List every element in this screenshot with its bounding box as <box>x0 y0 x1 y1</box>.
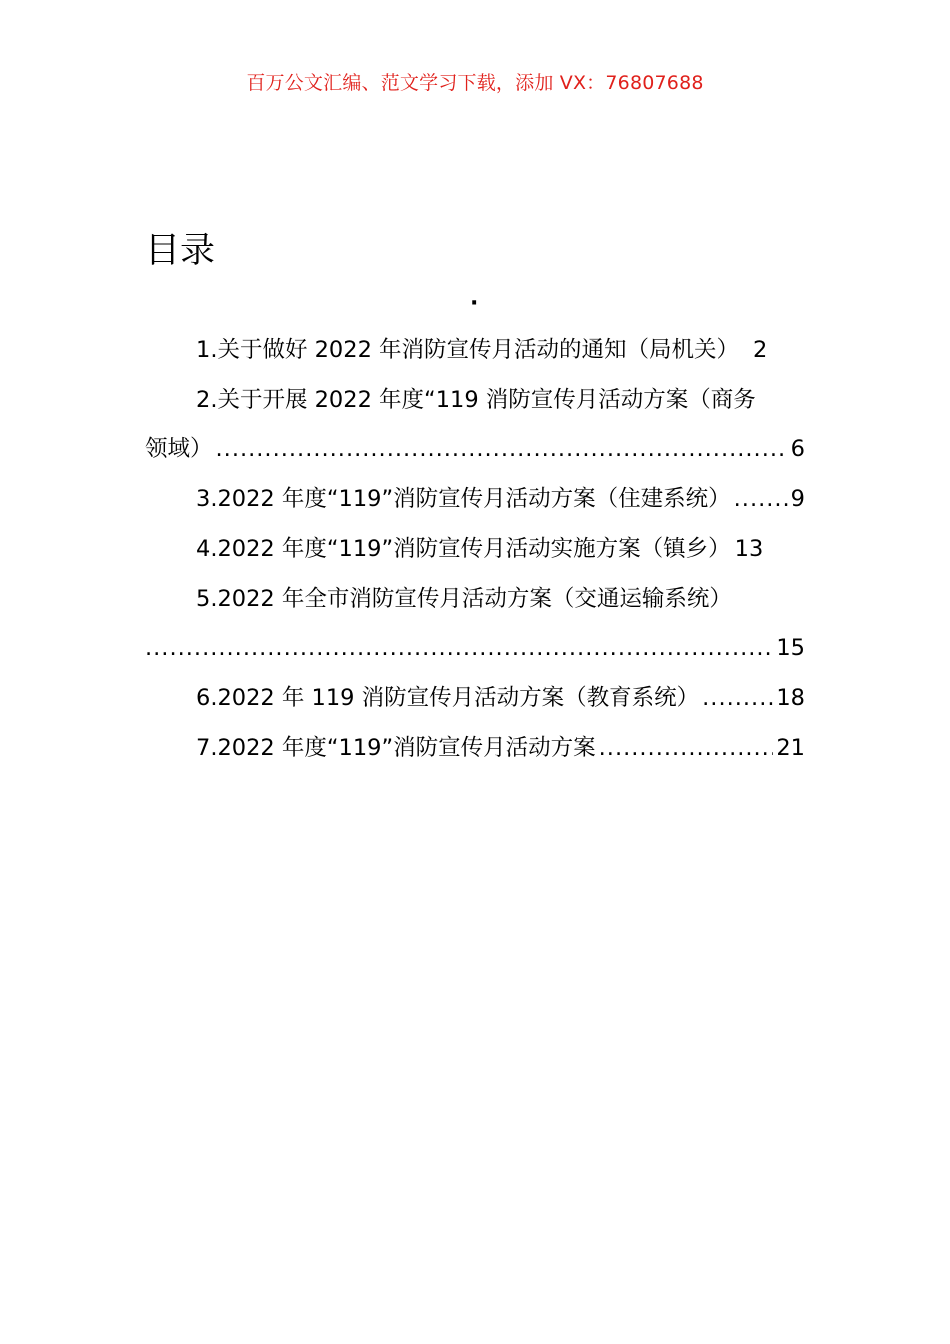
toc-entry-1[interactable] <box>196 332 805 368</box>
toc-entry-6[interactable] <box>196 680 805 716</box>
watermark-header: 百万公文汇编、范文学习下载，添加 VX：76807688 <box>246 72 704 94</box>
toc-entry-2-continued[interactable] <box>145 431 805 467</box>
toc-entry-title-continued: 领域） <box>145 436 213 462</box>
toc-entry-page: 2 <box>753 337 768 363</box>
toc-entry-page: 15 <box>776 635 805 661</box>
toc-leader-dots <box>734 481 788 517</box>
toc-entry-page: 21 <box>776 735 805 761</box>
toc-leader-dots <box>599 730 774 766</box>
toc-entry-page: 6 <box>790 436 805 462</box>
toc-entry-page: 13 <box>734 536 764 562</box>
toc-leader-dots <box>216 431 788 467</box>
toc-entry-page: 9 <box>790 486 805 512</box>
toc-leader-dots <box>145 630 773 666</box>
toc-leader-dots <box>702 680 773 716</box>
toc-separator-dot: · <box>470 291 479 316</box>
toc-entry-title: 1.关于做好 2022 年消防宣传月活动的通知（局机关） <box>196 337 740 363</box>
toc-entry-4[interactable] <box>196 531 805 567</box>
toc-entry-2[interactable] <box>196 382 805 418</box>
toc-entry-title: 6.2022 年 119 消防宣传月活动方案（教育系统） <box>196 685 700 711</box>
toc-entry-title: 4.2022 年度“119”消防宣传月活动实施方案（镇乡） <box>196 536 731 562</box>
toc-entry-5[interactable] <box>196 581 805 617</box>
toc-entry-3[interactable] <box>196 481 805 517</box>
toc-entry-page: 18 <box>776 685 805 711</box>
toc-entry-title: 7.2022 年度“119”消防宣传月活动方案 <box>196 735 596 761</box>
toc-title: 目录 <box>145 231 216 271</box>
toc-entry-5-continued[interactable] <box>145 630 805 666</box>
toc-entry-title: 5.2022 年全市消防宣传月活动方案（交通运输系统） <box>196 586 732 612</box>
toc-entry-title: 3.2022 年度“119”消防宣传月活动方案（住建系统） <box>196 486 731 512</box>
toc-entry-title: 2.关于开展 2022 年度“119 消防宣传月活动方案（商务 <box>196 387 756 413</box>
toc-entry-7[interactable] <box>196 730 805 766</box>
